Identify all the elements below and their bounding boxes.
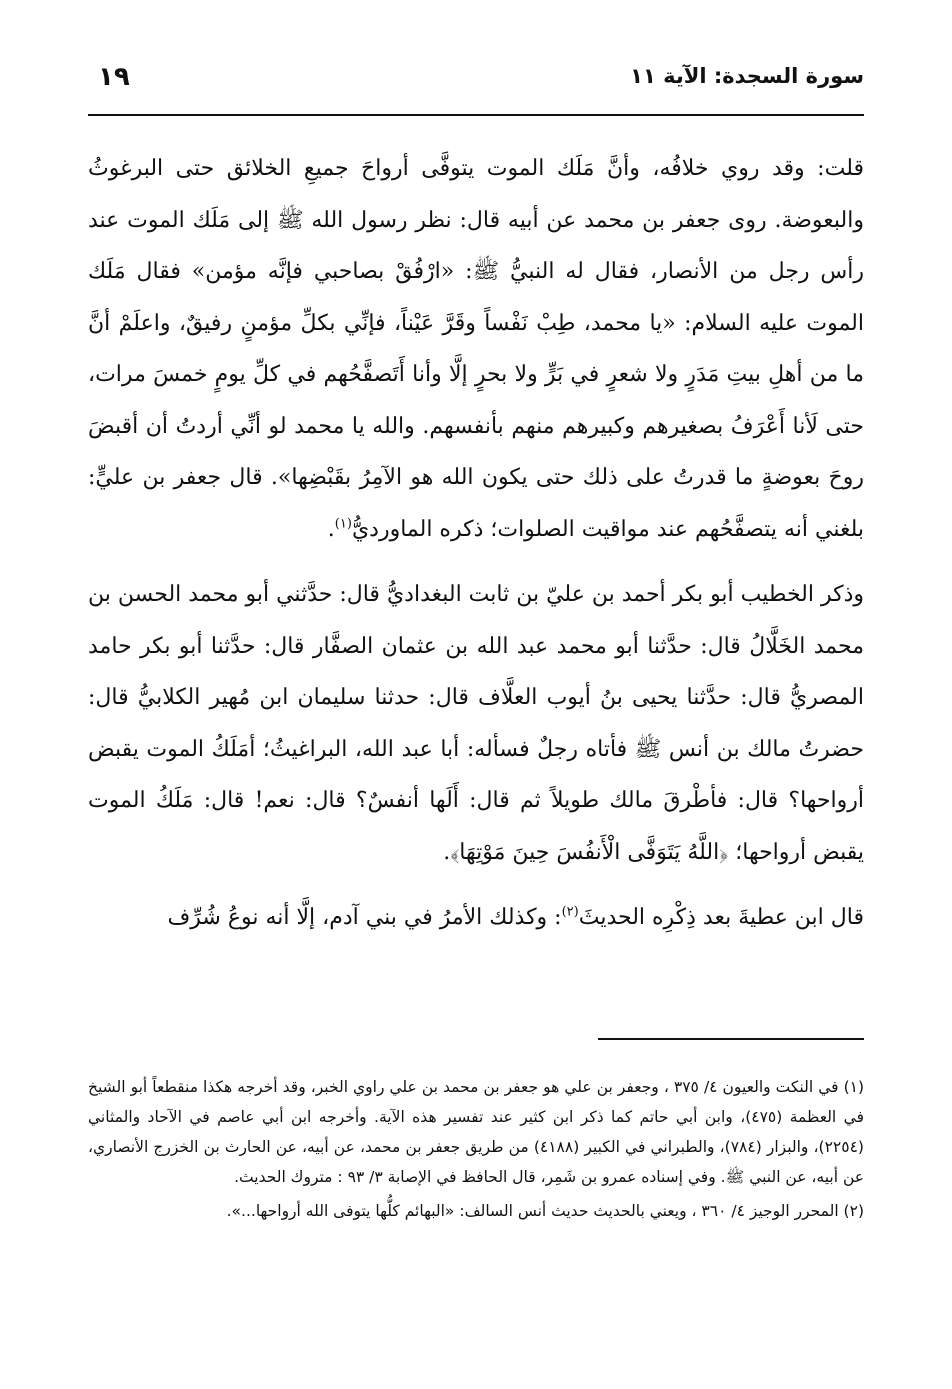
- footnote-ref-2: (٢): [561, 904, 579, 920]
- paragraph-2: وذكر الخطيب أبو بكر أحمد بن عليّ بن ثابت البغداديُّ قال: حدَّثني أبو محمد الحسن بن محمد الخَلَّالُ قال: حدَّثنا أبو محمد عبد الله بن عثمان الصفَّار قال: حدَّثنا أبو بكر حامد المصريُّ قال: حدَّثنا يحيى بنُ أيوب العلَّاف قال: حدثنا سليمان ابن مُهير الكلابيُّ قال: حضرتُ مالك بن أنس ﷺ فأتاه رجلٌ فسأله: أبا عبد الله، البراغيثُ؛ أمَلَكُ الموت يقبض أرواحها؟ قال: فأطْرقَ مالك طويلاً ثم قال: أَلَها أنفسٌ؟ قال: نعم! قال: مَلَكُ الموت يقبض أرواحها؛ ﴿اللَّهُ يَتَوَفَّى الْأَنفُسَ حِينَ مَوْتِهَا﴾.: [88, 582, 864, 865]
- paragraph-1-text: قلت: وقد روي خلافُه، وأنَّ مَلَك الموت يتوفَّى أرواحَ جميعِ الخلائق حتى البرغوثُ والبعوضة. روى جعفر بن محمد عن أبيه قال: نظر رسول الله ﷺ إلى مَلَك الموت عند رأس رجل من الأنصار، فقال له النبيُّ ﷺ: «ارْفُقْ بصاحبي فإنَّه مؤمن» فقال مَلَك الموت عليه السلام: «يا محمد، طِبْ نَفْساً وقَرَّ عَيْناً، فإنِّي بكلِّ مؤمنٍ رفيقٌ، واعلَمْ أنَّ ما من أهلِ بيتِ مَدَرٍ ولا شعرٍ في بَرٍّ ولا بحرٍ إلَّا وأنا أَتَصفَّحُهم في كلِّ يومٍ خمسَ مرات، حتى لَأنا أَعْرَفُ بصغيرهم وكبيرهم منهم بأنفسهم. والله يا محمد لو أنِّي أردتُ أن أقبضَ روحَ بعوضةٍ ما قدرتُ على ذلك حتى يكون الله هو الآمِرُ بقَبْضِها». قال جعفر بن عليٍّ: بلغني أنه يتصفَّحُهم عند مواقيت الصلوات؛ ذكره الماورديُّ: [88, 156, 864, 542]
- paragraph-3-text: قال ابن عطيةَ بعد ذِكْرِه الحديثَ: [578, 905, 864, 930]
- footnote-1: (١) في النكت والعيون ٤/ ٣٧٥ ، وجعفر بن علي هو جعفر بن محمد بن علي راوي الخبر، وقد أخرجه هكذا منقطعاً أبو الشيخ في العظمة (٤٧٥)، وابن أبي حاتم كما ذكر ابن كثير عند تفسير هذه الآية. وأخرجه ابن أبي عاصم في الآحاد والمثاني (٢٢٥٤)، والبزار (٧٨٤)، والطبراني في الكبير (٤١٨٨) من طريق جعفر بن محمد، عن أبيه، عن الحارث بن الخزرج الأنصاري، عن أبيه، عن النبي ﷺ. وفي إسناده عمرو بن شَمِر، قال الحافظ في الإصابة ٣/ ٩٣ : متروك الحديث.: [88, 1078, 865, 1186]
- paragraph-3: [88, 892, 864, 944]
- footnote-ref-1: (١): [334, 516, 352, 532]
- footnote-2: (٢) المحرر الوجيز ٤/ ٣٦٠ ، ويعني بالحديث حديث أنس السالف: «البهائم كلُّها يتوفى الله أرواحها...».: [226, 1202, 864, 1220]
- footnotes: [88, 1072, 864, 1226]
- paragraph-3-rest: : وكذلك الأمرُ في بني آدم، إلَّا أنه نوعُ شُرِّف: [167, 905, 562, 930]
- page-number: ١٩: [98, 62, 130, 92]
- paragraph-1: [88, 143, 864, 555]
- main-text: [88, 143, 864, 944]
- footnote-divider: [598, 1038, 864, 1040]
- chapter-title: سورة السجدة: الآية ١١: [630, 64, 864, 88]
- paragraph-1-end: .: [327, 516, 335, 542]
- running-header: [88, 60, 864, 116]
